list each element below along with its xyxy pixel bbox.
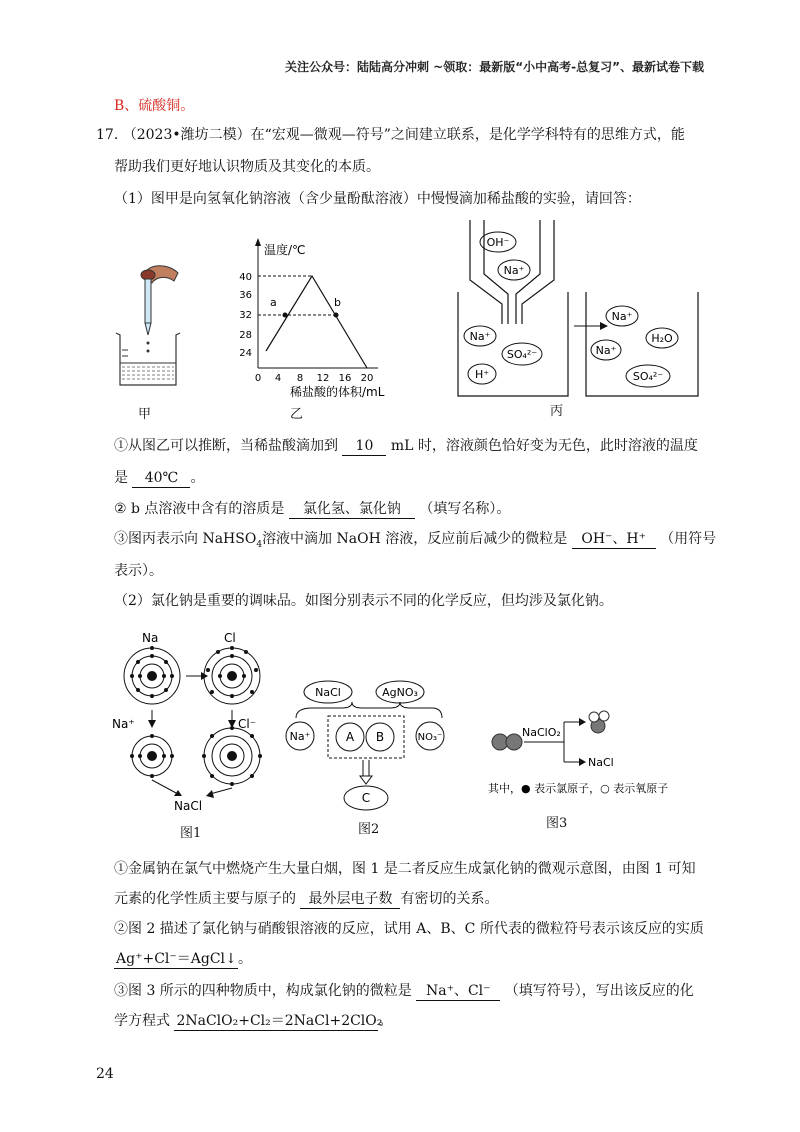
q6-line1 <box>114 982 694 1001</box>
q3-text-c: （用符号 <box>660 531 717 547</box>
xtick-12: 12 <box>316 373 330 384</box>
fig1-cl-ion: Cl⁻ <box>238 717 257 731</box>
question-intro-line1 <box>96 126 685 144</box>
figure-2-label: 图2 <box>358 822 380 837</box>
intro-text-1: 在“宏观—微观—符号”之间建立联系，是化学学科特有的思维方式，能 <box>250 127 685 143</box>
ion-oh: OH⁻ <box>486 236 510 249</box>
q1-line1 <box>114 437 698 456</box>
fig3-product: NaCl <box>588 756 614 769</box>
q5-text-b: 。 <box>238 951 252 967</box>
q4-answer: 最外层电子数 <box>300 890 400 909</box>
xtick-16: 16 <box>338 373 352 384</box>
q4-text-b: 元素的化学性质主要与原子的 <box>114 891 296 907</box>
fig1-na-ion: Na⁺ <box>112 717 135 731</box>
q1-line2 <box>114 469 204 488</box>
point-b-label: b <box>334 296 341 309</box>
q1-text-a: ①从图乙可以推断，当稀盐酸滴加到 <box>114 438 338 454</box>
q2-line <box>114 500 510 519</box>
ytick-36: 36 <box>239 290 252 301</box>
page-number: 24 <box>96 1066 114 1082</box>
xtick-20: 20 <box>360 373 374 384</box>
part1-title: （1）图甲是向氢氧化钠溶液（含少量酚酞溶液）中慢慢滴加稀盐酸的实验，请回答： <box>114 191 641 207</box>
fig1-na: Na <box>142 631 159 645</box>
fig2-a: A <box>345 730 355 744</box>
fig2-na: Na⁺ <box>289 730 311 743</box>
q1-text-d: 。 <box>190 470 205 486</box>
q4-line1: ①金属钠在氯气中燃烧产生大量白烟，图 1 是二者反应生成氯化钠的微观示意图，由图 1 可知 <box>114 861 696 877</box>
q2-answer: 氯化氢、氯化钠 <box>289 500 415 519</box>
previous-answer: B、硫酸铜。 <box>114 98 195 114</box>
question-source: （2023•潍坊二模） <box>122 127 251 143</box>
fig2-agno3: AgNO₃ <box>382 686 418 699</box>
yi-ylabel: 温度/℃ <box>264 243 306 257</box>
fig2-b: B <box>375 730 385 744</box>
q6-text-c: 学方程式 <box>114 1013 170 1029</box>
q1-answer-volume: 10 <box>342 437 386 456</box>
ion-so4-right: SO₄²⁻ <box>632 370 664 383</box>
cl-atom <box>204 646 260 704</box>
fig2-nacl: NaCl <box>315 686 341 699</box>
ytick-24: 24 <box>239 348 252 359</box>
temperature-curve <box>266 276 367 368</box>
fig2-no3: NO₃⁻ <box>417 732 443 743</box>
ion-h-left: H⁺ <box>474 368 490 381</box>
ion-na-right-2: Na⁺ <box>595 344 617 357</box>
intro-text-2: 帮助我们更好地认识物质及其变化的本质。 <box>114 159 380 175</box>
q6-text-b: （填写符号），写出该反应的化 <box>504 983 694 999</box>
q5-line1: ②图 2 描述了氯化钠与硝酸银溶液的反应，试用 A、B、C 所代表的微粒符号表示该反应的实质 <box>114 921 704 937</box>
q1-answer-temp: 40℃ <box>132 469 190 488</box>
q4-line2 <box>114 890 498 909</box>
q1-text-b: mL 时，溶液颜色恰好变为无色，此时溶液的温度 <box>390 438 698 454</box>
molecule-h2o: H₂O <box>651 332 673 345</box>
figure-jia-label: 甲 <box>138 407 152 422</box>
ion-na-top: Na⁺ <box>503 264 525 277</box>
figure-jia <box>108 255 188 405</box>
xtick-4: 4 <box>274 373 282 384</box>
q5-answer: Ag⁺+Cl⁻＝AgCl↓ <box>116 951 237 967</box>
q6-text-d: 。 <box>378 1013 393 1029</box>
fig3-reagent: NaClO₂ <box>522 726 561 739</box>
q3-answer: OH⁻、H⁺ <box>572 530 656 549</box>
figure-yi-label: 乙 <box>290 407 304 422</box>
q5-line2 <box>114 950 252 969</box>
na-atom <box>124 646 180 704</box>
ytick-40: 40 <box>239 272 252 283</box>
figure-1-atoms <box>108 630 268 830</box>
xtick-8: 8 <box>296 373 304 384</box>
figure-3 <box>486 700 706 810</box>
q6-text-a: ③图 3 所示的四种物质中，构成氯化钠的微粒是 <box>114 983 412 999</box>
ion-na-right-1: Na⁺ <box>611 310 633 323</box>
point-b <box>334 313 339 318</box>
fig2-c: C <box>361 791 371 805</box>
fig1-nacl: NaCl <box>174 799 203 813</box>
q2-text-b: （填写名称）。 <box>419 501 511 517</box>
ytick-28: 28 <box>239 330 252 341</box>
fig1-cl: Cl <box>224 631 236 645</box>
ytick-32: 32 <box>239 310 252 321</box>
part2-title: （2）氯化钠是重要的调味品。如图分别表示不同的化学反应，但均涉及氯化钠。 <box>114 593 613 609</box>
page-header: 关注公众号：陆陆高分冲刺 ~领取：最新版“小中高考-总复习”、最新试卷下载 <box>285 60 704 74</box>
question-number: 17. <box>96 127 119 143</box>
na-ion <box>130 734 174 778</box>
figure-bing-label: 丙 <box>550 404 564 419</box>
yi-xlabel: 稀盐酸的体积/mL <box>290 385 385 399</box>
cl-ion <box>202 726 262 786</box>
xtick-0: 0 <box>254 373 262 384</box>
q3-line1 <box>114 530 716 554</box>
q3-text-a: ③图丙表示向 NaHSO <box>114 531 257 547</box>
q3-sub-4: 4 <box>256 539 263 550</box>
fig3-legend: 其中，● 表示氯原子，○ 表示氧原子 <box>488 782 669 795</box>
figure-3-label: 图3 <box>546 816 568 831</box>
q6-answer-equation: 2NaClO₂+Cl₂＝2NaCl+2ClO₂ <box>176 1013 383 1029</box>
q4-text-c: 有密切的关系。 <box>400 891 499 907</box>
point-a <box>283 313 288 318</box>
ion-so4-left: SO₄²⁻ <box>506 348 538 361</box>
q6-line2 <box>114 1012 392 1031</box>
point-a-label: a <box>270 296 277 309</box>
q3-text-b: 溶液中滴加 NaOH 溶液，反应前后减少的微粒是 <box>262 531 568 547</box>
q6-answer: Na⁺、Cl⁻ <box>416 982 500 1001</box>
figure-2 <box>282 678 462 818</box>
ion-na-left: Na⁺ <box>469 330 491 343</box>
q2-text-a: ② b 点溶液中含有的溶质是 <box>114 501 285 517</box>
q1-text-c: 是 <box>114 470 128 486</box>
figure-1-label: 图1 <box>180 826 202 841</box>
figure-bing <box>450 220 710 405</box>
figure-yi-chart <box>228 236 398 406</box>
q3-line2: 表示）。 <box>114 563 163 579</box>
